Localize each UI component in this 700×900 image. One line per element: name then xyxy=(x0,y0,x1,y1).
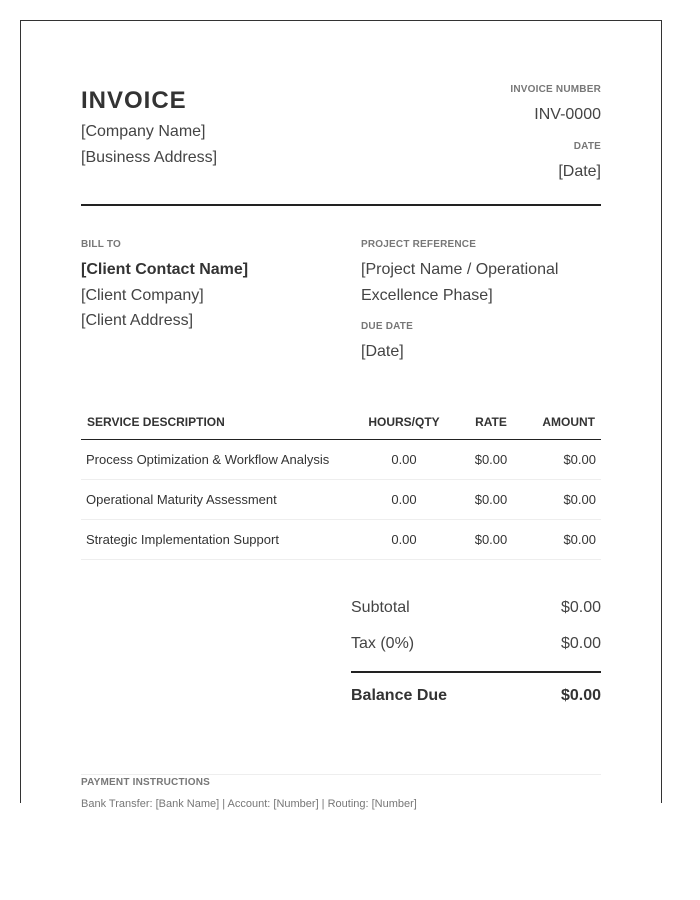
row-description: Process Optimization & Workflow Analysis xyxy=(81,440,358,480)
business-address: [Business Address] xyxy=(81,149,218,166)
balance-due-value: $0.00 xyxy=(560,687,601,704)
table-row xyxy=(81,440,601,480)
invoice-title: INVOICE xyxy=(81,87,187,114)
client-address: [Client Address] xyxy=(81,312,194,329)
project-name-line2: Excellence Phase] xyxy=(361,287,493,304)
project-name-line1: [Project Name / Operational xyxy=(361,261,559,278)
table-header-row xyxy=(81,405,601,440)
row-amount: $0.00 xyxy=(532,440,601,480)
invoice-page xyxy=(20,20,662,810)
header-hours-qty: HOURS/QTY xyxy=(358,405,450,440)
due-date-label: DUE DATE xyxy=(361,321,413,332)
header-service-description: SERVICE DESCRIPTION xyxy=(81,405,358,440)
due-date: [Date] xyxy=(361,343,404,360)
row-rate: $0.00 xyxy=(450,440,532,480)
payment-instructions-text: Bank Transfer: [Bank Name] | Account: [Number] | Routing: [Number] xyxy=(81,798,417,810)
table-row xyxy=(81,480,601,520)
invoice-number: INV-0000 xyxy=(534,106,601,123)
row-description: Strategic Implementation Support xyxy=(81,520,358,560)
invoice-number-label: INVOICE NUMBER xyxy=(510,84,601,95)
row-amount: $0.00 xyxy=(532,480,601,520)
table-row xyxy=(81,520,601,560)
tax-label: Tax (0%) xyxy=(351,635,415,652)
totals-divider xyxy=(351,671,601,673)
services-table xyxy=(81,405,601,560)
company-name: [Company Name] xyxy=(81,123,206,140)
subtotal-label: Subtotal xyxy=(351,599,410,616)
header-rate: RATE xyxy=(450,405,532,440)
client-company: [Client Company] xyxy=(81,287,204,304)
project-reference-label: PROJECT REFERENCE xyxy=(361,239,477,250)
row-rate: $0.00 xyxy=(450,520,532,560)
header-amount: AMOUNT xyxy=(532,405,601,440)
row-qty: 0.00 xyxy=(358,480,450,520)
balance-due-label: Balance Due xyxy=(351,687,448,704)
client-contact-name: [Client Contact Name] xyxy=(81,261,249,278)
row-qty: 0.00 xyxy=(358,520,450,560)
payment-divider xyxy=(81,774,601,775)
header-divider xyxy=(81,204,601,206)
row-qty: 0.00 xyxy=(358,440,450,480)
subtotal-value: $0.00 xyxy=(560,599,601,616)
row-amount: $0.00 xyxy=(532,520,601,560)
tax-value: $0.00 xyxy=(560,635,601,652)
payment-instructions-label: PAYMENT INSTRUCTIONS xyxy=(81,777,211,788)
row-rate: $0.00 xyxy=(450,480,532,520)
date-label: DATE xyxy=(573,141,601,152)
bill-to-label: BILL TO xyxy=(81,239,121,250)
invoice-date: [Date] xyxy=(558,163,601,180)
row-description: Operational Maturity Assessment xyxy=(81,480,358,520)
